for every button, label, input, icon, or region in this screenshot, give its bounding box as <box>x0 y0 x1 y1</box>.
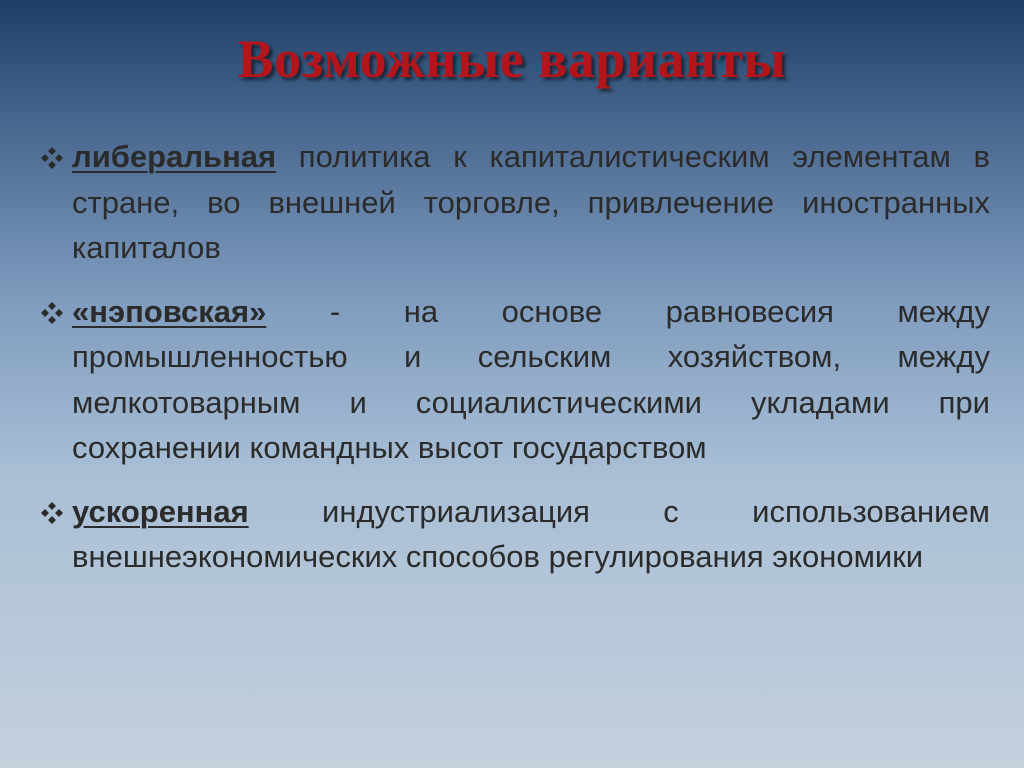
list-item <box>40 134 990 271</box>
item-term: либеральная <box>72 139 277 174</box>
item-text: политика к капиталистическим элементам в стране, во внешней торговле, привлечение иностранных капиталов <box>72 139 990 265</box>
item-term: «нэповская» <box>72 293 267 329</box>
item-text: индустриализация с использованием внешнеэкономических способов регулирования экономики <box>72 493 990 574</box>
item-text: - на основе равновесия между промышленностью и сельским хозяйством, между мелкотоварным и социалистическими укладами при сохранении командных высот государством <box>72 293 990 465</box>
list-item <box>40 489 990 580</box>
diamond-bullet-icon <box>40 501 64 525</box>
diamond-bullet-icon <box>40 146 64 170</box>
list-item <box>40 289 990 471</box>
slide-title: Возможные варианты <box>237 29 787 89</box>
diamond-bullet-icon <box>40 301 64 325</box>
item-term: ускоренная <box>72 493 249 529</box>
bullet-list <box>40 134 990 598</box>
